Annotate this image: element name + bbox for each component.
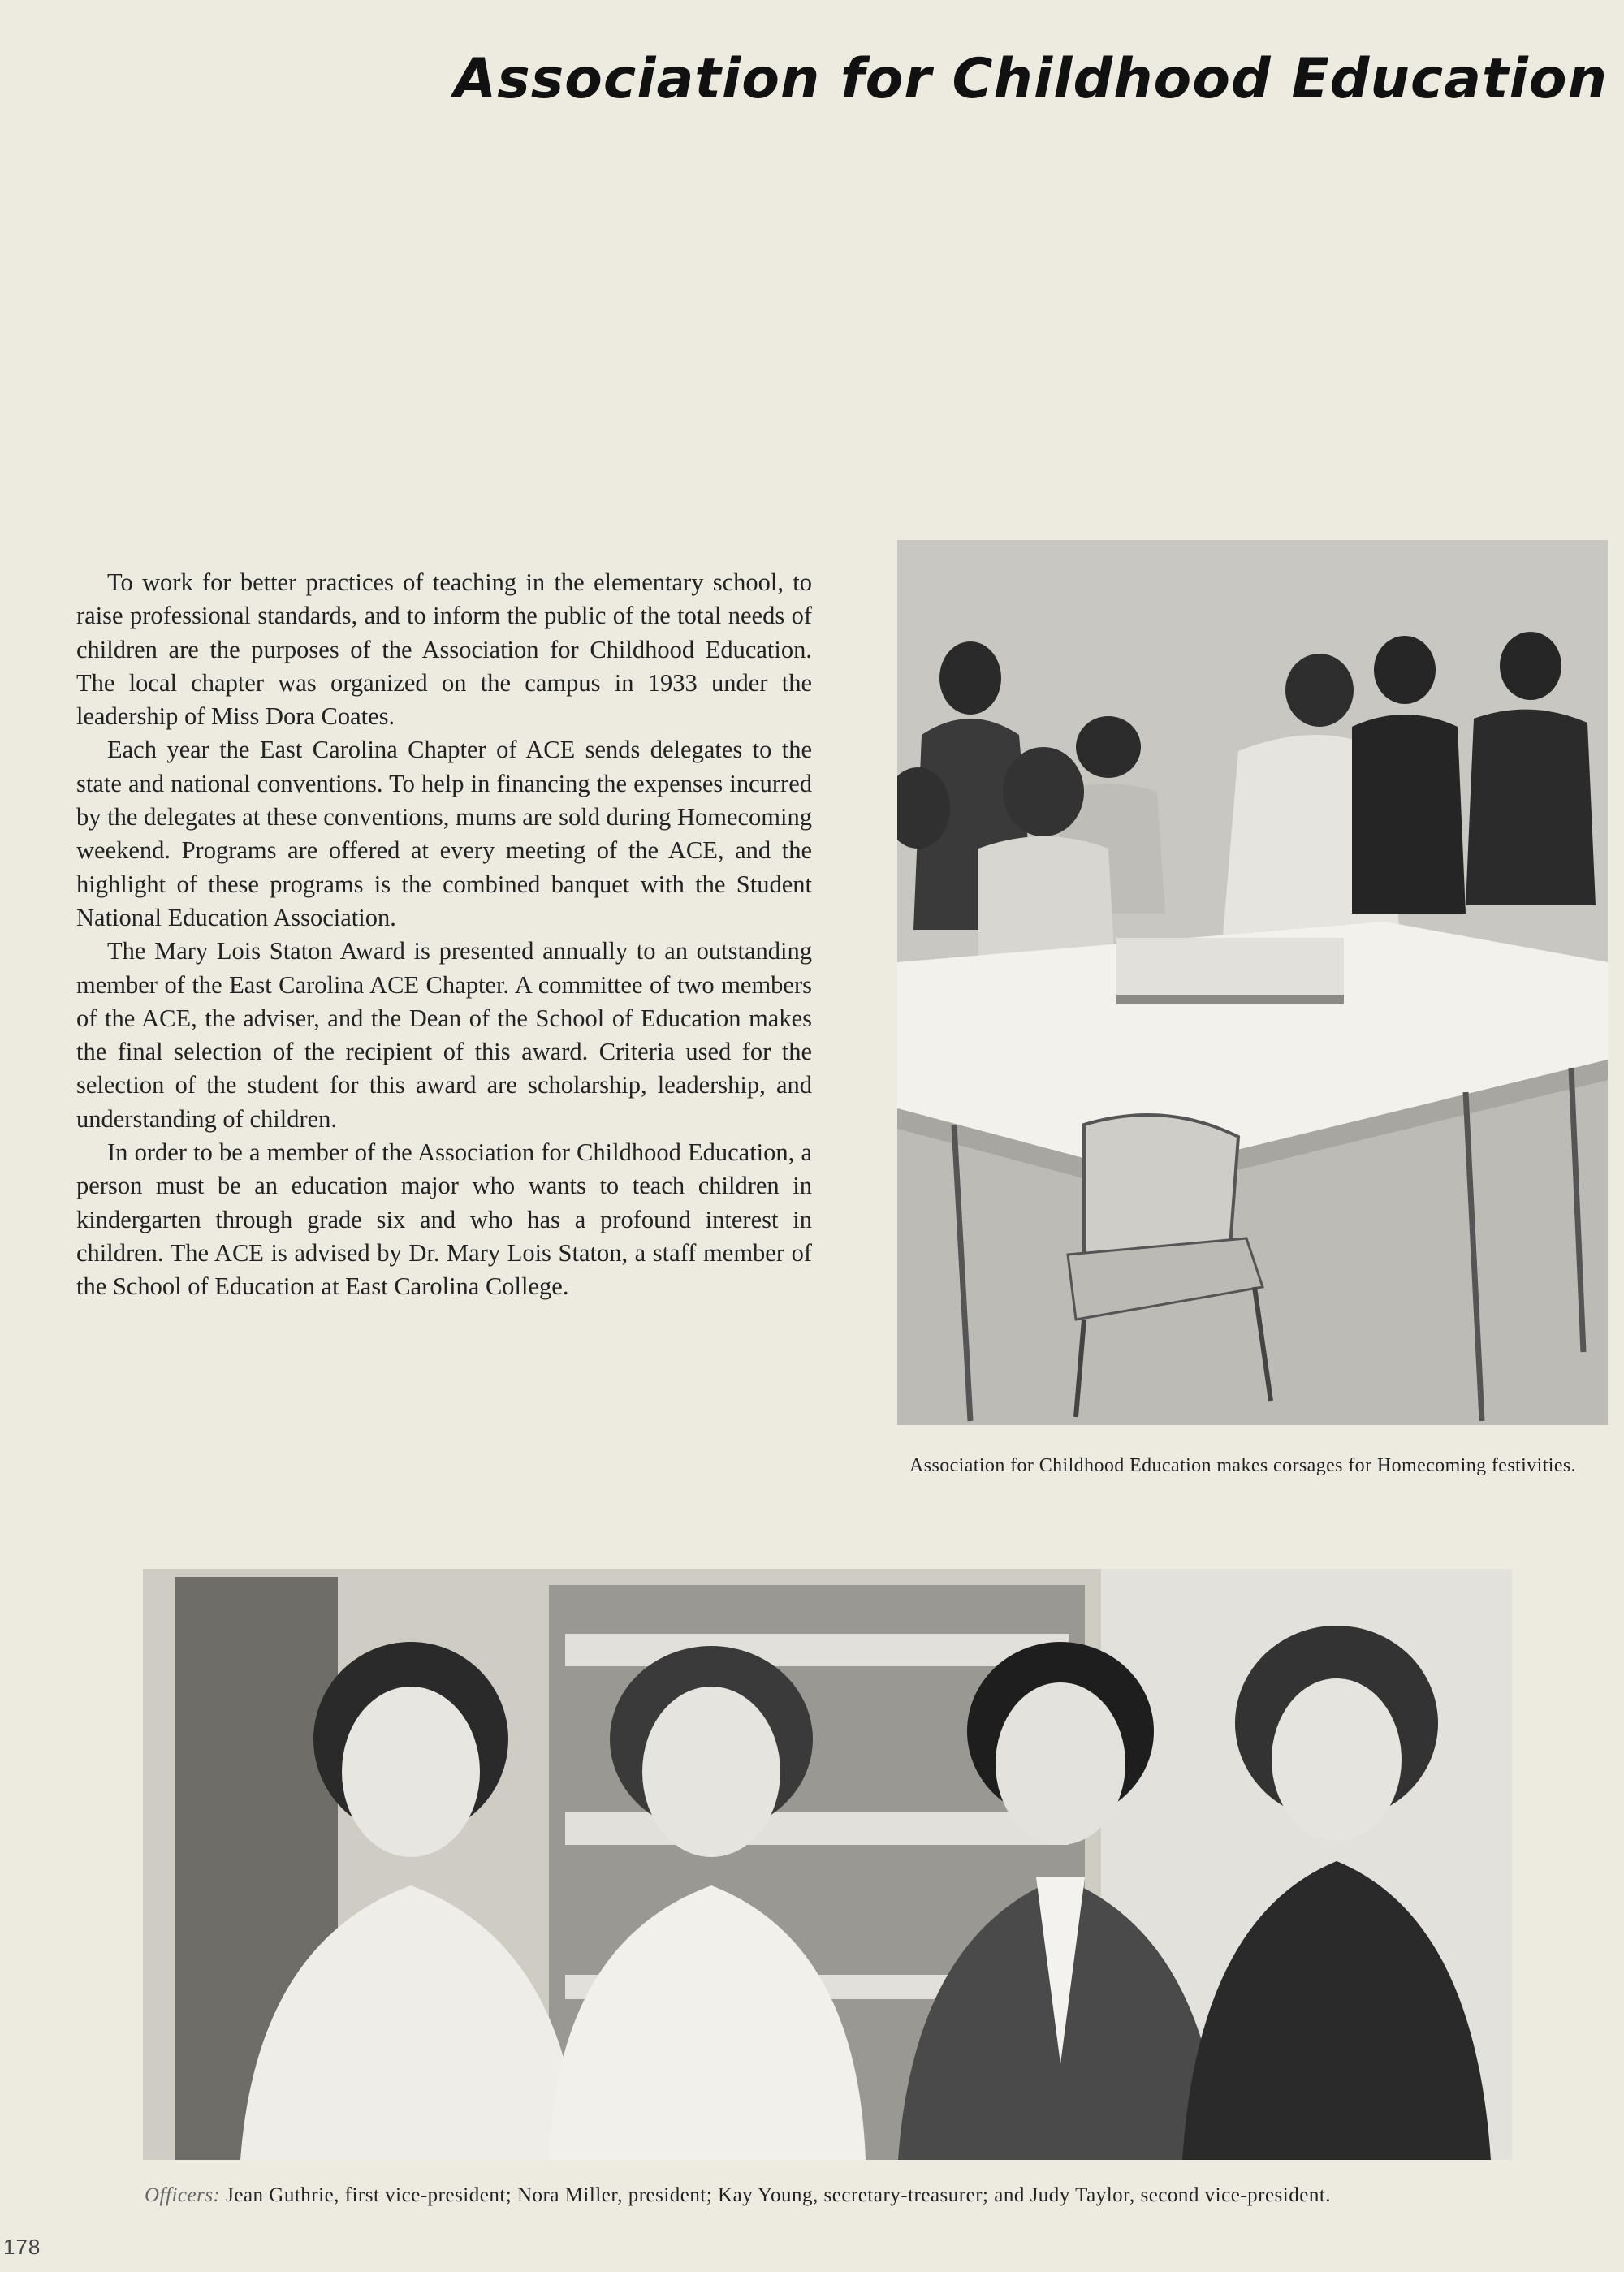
- corsage-photo-caption: Association for Childhood Education makes corsages for Homecoming festivities.: [909, 1455, 1577, 1476]
- article-paragraph: The Mary Lois Staton Award is presented annually to an outstanding member of the East Carolina ACE Chapter. A committee of two members of the ACE, the adviser, and the Dean of the School of Education makes the final selection of the recipient of this award. Criteria used for the selection of the student for this award are scholarship, leadership, and understanding of children.: [76, 937, 812, 1133]
- article-body: [76, 566, 812, 1304]
- officers-photo: [143, 1569, 1512, 2160]
- corsage-photo-illustration: [897, 540, 1608, 1425]
- article-paragraph: In order to be a member of the Association for Childhood Education, a person must be an education major who wants to teach children in kindergarten through grade six and who has a profound interest in children. The ACE is advised by Dr. Mary Lois Staton, a staff member of the School of Education at East Carolina College.: [76, 1138, 812, 1301]
- article-paragraph: To work for better practices of teaching in the elementary school, to raise professional standards, and to inform the public of the total needs of children are the purposes of the Association for Childhood Education. The local chapter was organized on the campus in 1933 under the leadership of Miss Dora Coates.: [76, 568, 812, 731]
- page-title: Association for Childhood Education: [453, 47, 1608, 111]
- officers-photo-caption: [145, 2183, 1514, 2209]
- officers-photo-illustration: [143, 1569, 1512, 2160]
- corsage-making-photo: [897, 540, 1608, 1425]
- officers-caption-lead: Officers:: [145, 2184, 221, 2206]
- officers-caption-text: Jean Guthrie, first vice-president; Nora Miller, president; Kay Young, secretary-treasurer; and Judy Taylor, second vice-president.: [226, 2184, 1332, 2206]
- page-number: 178: [3, 2235, 41, 2259]
- article-paragraph: Each year the East Carolina Chapter of ACE sends delegates to the state and national conventions. To help in financing the expenses incurred by the delegates at these conventions, mums are sold during Homecoming weekend. Programs are offered at every meeting of the ACE, and the highlight of these programs is the combined banquet with the Student National Education Association.: [76, 736, 812, 931]
